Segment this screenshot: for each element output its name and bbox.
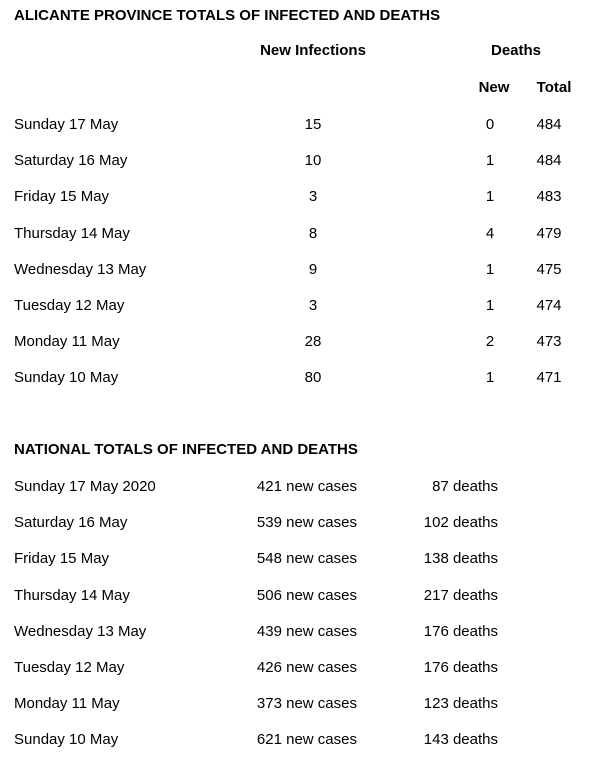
header-new: New <box>478 79 510 96</box>
national-row-deaths: 102 deaths <box>423 514 498 531</box>
row-infections: 9 <box>308 261 318 278</box>
national-row-day: Thursday 14 May <box>14 587 130 604</box>
row-day: Sunday 10 May <box>14 369 119 386</box>
row-new-deaths: 1 <box>485 261 495 278</box>
national-row-day: Sunday 10 May <box>14 731 119 748</box>
row-total-deaths: 473 <box>536 333 562 350</box>
national-row-day: Wednesday 13 May <box>14 623 147 640</box>
row-day: Monday 11 May <box>14 333 120 350</box>
row-infections: 3 <box>308 188 318 205</box>
national-row-cases: 621 new cases <box>256 731 357 748</box>
national-row-cases: 439 new cases <box>256 623 357 640</box>
national-row-day: Sunday 17 May 2020 <box>14 478 156 495</box>
row-day: Tuesday 12 May <box>14 297 125 314</box>
row-infections: 10 <box>304 152 322 169</box>
row-day: Saturday 16 May <box>14 152 128 169</box>
row-infections: 15 <box>304 116 322 133</box>
row-new-deaths: 1 <box>485 369 495 386</box>
row-infections: 3 <box>308 297 318 314</box>
national-row-deaths: 217 deaths <box>423 587 498 604</box>
national-row-deaths: 143 deaths <box>423 731 498 748</box>
national-row-cases: 539 new cases <box>256 514 357 531</box>
national-row-cases: 373 new cases <box>256 695 357 712</box>
header-new-infections: New Infections <box>260 42 366 59</box>
national-row-cases: 506 new cases <box>256 587 357 604</box>
alicante-title: ALICANTE PROVINCE TOTALS OF INFECTED AND DEATHS <box>14 7 441 24</box>
row-total-deaths: 484 <box>536 116 562 133</box>
national-row-deaths: 176 deaths <box>423 623 498 640</box>
row-new-deaths: 1 <box>485 152 495 169</box>
row-total-deaths: 484 <box>536 152 562 169</box>
row-day: Thursday 14 May <box>14 225 130 242</box>
national-row-deaths: 87 deaths <box>432 478 498 495</box>
row-new-deaths: 4 <box>485 225 495 242</box>
row-day: Sunday 17 May <box>14 116 119 133</box>
row-infections: 80 <box>304 369 322 386</box>
national-row-day: Monday 11 May <box>14 695 120 712</box>
row-total-deaths: 474 <box>536 297 562 314</box>
row-total-deaths: 471 <box>536 369 562 386</box>
row-day: Wednesday 13 May <box>14 261 147 278</box>
national-row-cases: 548 new cases <box>256 550 357 567</box>
national-row-cases: 421 new cases <box>256 478 357 495</box>
national-title: NATIONAL TOTALS OF INFECTED AND DEATHS <box>14 441 358 458</box>
national-row-deaths: 176 deaths <box>423 659 498 676</box>
national-row-day: Friday 15 May <box>14 550 110 567</box>
row-total-deaths: 479 <box>536 225 562 242</box>
row-new-deaths: 1 <box>485 297 495 314</box>
row-new-deaths: 0 <box>485 116 495 133</box>
row-infections: 28 <box>304 333 322 350</box>
row-new-deaths: 1 <box>485 188 495 205</box>
row-day: Friday 15 May <box>14 188 110 205</box>
row-total-deaths: 483 <box>536 188 562 205</box>
national-row-day: Tuesday 12 May <box>14 659 125 676</box>
national-row-cases: 426 new cases <box>256 659 357 676</box>
row-infections: 8 <box>308 225 318 242</box>
header-deaths: Deaths <box>490 42 542 59</box>
national-row-day: Saturday 16 May <box>14 514 128 531</box>
header-total: Total <box>536 79 572 96</box>
row-total-deaths: 475 <box>536 261 562 278</box>
national-row-deaths: 123 deaths <box>423 695 498 712</box>
national-row-deaths: 138 deaths <box>423 550 498 567</box>
row-new-deaths: 2 <box>485 333 495 350</box>
